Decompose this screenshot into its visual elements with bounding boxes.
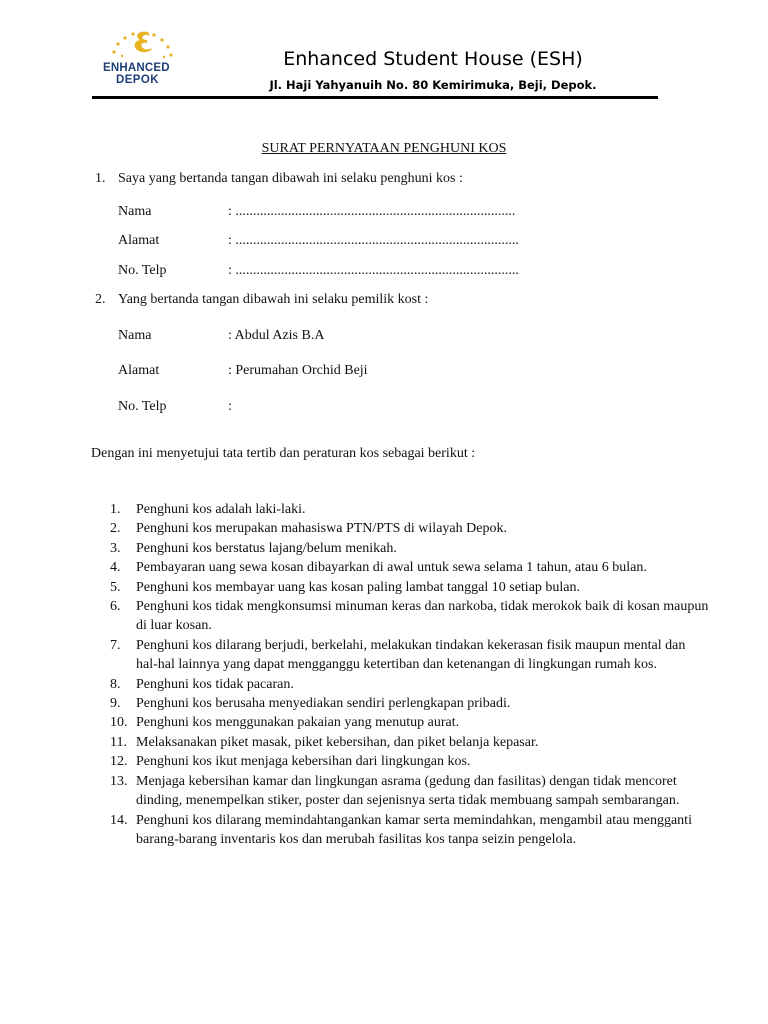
section-1-intro: Saya yang bertanda tangan dibawah ini selaku penghuni kos : xyxy=(118,171,463,186)
agreement-statement: Dengan ini menyetujui tata tertib dan peraturan kos sebagai berikut : xyxy=(91,446,476,461)
tenant-phone-field: : ................................................................................. xyxy=(228,263,519,278)
rule-item xyxy=(110,519,710,538)
logo-text-depok: DEPOK xyxy=(116,74,159,86)
rule-text: Penghuni kos dilarang berjudi, berkelahi, melakukan tindakan kekerasan fisik maupun mental dan hal-hal lainnya yang dapat mengganggu ketertiban dan ketenangan di lingkungan rumah kos. xyxy=(136,637,686,673)
rule-number: 7. xyxy=(110,637,121,653)
rule-number: 1. xyxy=(110,502,121,517)
rule-number: 9. xyxy=(110,696,121,712)
rules-list xyxy=(110,500,710,849)
rule-number: 2. xyxy=(110,521,121,537)
rule-text: Melaksanakan piket masak, piket kebersihan, dan piket belanja kepasar. xyxy=(136,734,539,750)
organization-address: Jl. Haji Yahyanuih No. 80 Kemirimuka, Beji, Depok. xyxy=(269,78,597,92)
rule-item xyxy=(110,733,710,752)
rule-text: Pembayaran uang sewa kosan dibayarkan di awal untuk sewa selama 1 tahun, atau 6 bulan. xyxy=(136,560,647,576)
rule-text: Penghuni kos adalah laki-laki. xyxy=(136,502,306,517)
rule-item xyxy=(110,500,710,519)
rule-item xyxy=(110,675,710,694)
document-title-text: SURAT PERNYATAAN PENGHUNI KOS xyxy=(261,141,507,156)
section-2-number: 2. xyxy=(95,292,106,307)
rule-item xyxy=(110,578,710,597)
section-2-intro: Yang bertanda tangan dibawah ini selaku pemilik kost : xyxy=(118,292,429,307)
rule-number: 12. xyxy=(110,754,128,770)
rule-number: 3. xyxy=(110,540,121,556)
rule-text: Penghuni kos berstatus lajang/belum menikah. xyxy=(136,540,397,556)
rule-number: 4. xyxy=(110,560,121,576)
rule-item xyxy=(110,539,710,558)
rule-number: 6. xyxy=(110,599,121,615)
logo-text-enhanced: ENHANCED xyxy=(103,62,170,74)
rule-number: 14. xyxy=(110,812,128,828)
rule-text: Penghuni kos dilarang memindahtangankan kamar serta memindahkan, mengambil atau mengganti barang-barang inventaris kos dan merubah fasilitas kos tanpa seizin pengelola. xyxy=(136,812,692,847)
document-title xyxy=(0,141,768,157)
rule-text: Penghuni kos ikut menjaga kebersihan dari lingkungan kos. xyxy=(136,754,471,770)
organization-name: Enhanced Student House (ESH) xyxy=(283,48,583,70)
rule-number: 13. xyxy=(110,773,128,789)
header-divider xyxy=(92,96,658,99)
rule-number: 10. xyxy=(110,715,128,731)
owner-phone-label: No. Telp xyxy=(118,399,167,414)
rule-number: 8. xyxy=(110,676,121,692)
rule-number: 5. xyxy=(110,579,121,595)
rule-text: Penghuni kos merupakan mahasiswa PTN/PTS di wilayah Depok. xyxy=(136,521,507,537)
rule-text: Penghuni kos tidak pacaran. xyxy=(136,676,294,692)
rule-item xyxy=(110,636,710,675)
rule-number: 11. xyxy=(110,734,127,750)
rule-text: Penghuni kos tidak mengkonsumsi minuman keras dan narkoba, tidak merokok baik di kosan maupun di luar kosan. xyxy=(136,599,709,634)
tenant-phone-label: No. Telp xyxy=(118,263,167,278)
rule-text: Penghuni kos membayar uang kas kosan paling lambat tanggal 10 setiap bulan. xyxy=(136,579,581,595)
owner-name-value: : Abdul Azis B.A xyxy=(228,328,325,343)
rule-item xyxy=(110,752,710,771)
rule-text: Menjaga kebersihan kamar dan lingkungan asrama (gedung dan fasilitas) dengan tidak mencoret dinding, menempelkan stiker, poster dan sejenisnya serta tidak membuang sampah sembarangan. xyxy=(136,773,680,809)
owner-phone-value: : xyxy=(228,399,232,414)
rule-item xyxy=(110,558,710,577)
tenant-address-field: : ................................................................................. xyxy=(228,233,519,248)
owner-address-value: : Perumahan Orchid Beji xyxy=(228,363,368,378)
owner-name-label: Nama xyxy=(118,328,152,343)
rule-item xyxy=(110,713,710,732)
owner-address-label: Alamat xyxy=(118,363,160,378)
tenant-name-label: Nama xyxy=(118,204,152,219)
rule-item xyxy=(110,772,710,811)
rule-item xyxy=(110,811,710,850)
rule-text: Penghuni kos menggunakan pakaian yang menutup aurat. xyxy=(136,715,460,731)
section-1-number: 1. xyxy=(95,171,106,186)
rule-item xyxy=(110,694,710,713)
rule-text: Penghuni kos berusaha menyediakan sendiri perlengkapan pribadi. xyxy=(136,696,511,712)
tenant-name-field: : ................................................................................ xyxy=(228,204,516,219)
rule-item xyxy=(110,597,710,636)
tenant-address-label: Alamat xyxy=(118,233,160,248)
